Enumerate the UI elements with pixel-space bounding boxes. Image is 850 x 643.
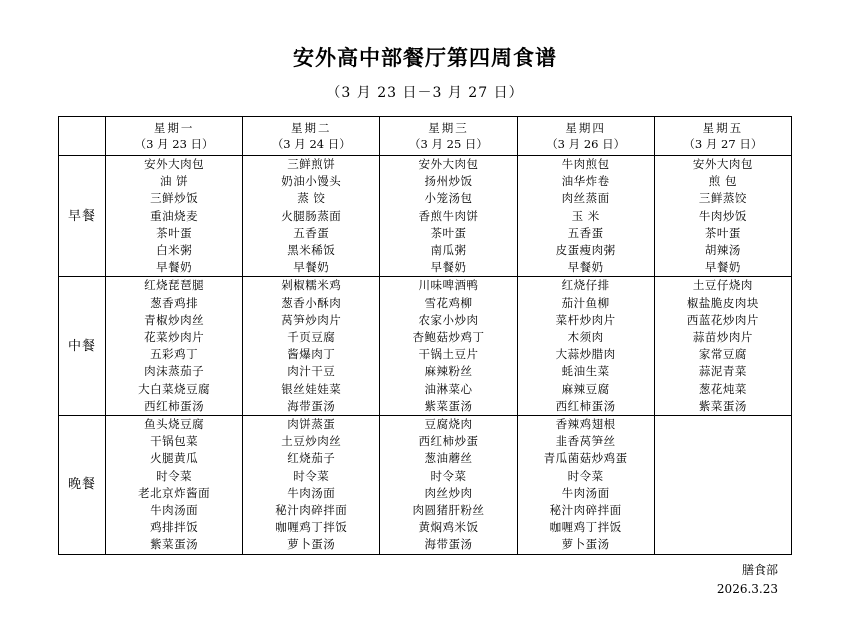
dish-item: 油华炸卷 bbox=[561, 174, 610, 189]
day-date: （3 月 23 日） bbox=[134, 137, 214, 151]
meal-row-breakfast bbox=[59, 156, 792, 277]
footer-department: 膳食部 bbox=[741, 562, 778, 577]
menu-cell-breakfast-tuesday bbox=[243, 156, 380, 277]
dish-item: 肉丝蒸面 bbox=[561, 191, 610, 206]
dish-item: 紫菜蛋汤 bbox=[698, 398, 747, 413]
day-name: 星期三 bbox=[428, 121, 469, 135]
dish-item: 黑米稀饭 bbox=[287, 243, 336, 258]
dish-item: 家常豆腐 bbox=[698, 347, 747, 362]
dish-item: 油 饼 bbox=[160, 174, 189, 189]
dish-item: 木须肉 bbox=[567, 330, 604, 345]
dish-item: 韭香莴笋丝 bbox=[555, 434, 616, 449]
menu-cell-dinner-wednesday bbox=[380, 416, 517, 555]
dish-item: 黄焖鸡米饭 bbox=[418, 520, 479, 535]
menu-cell-breakfast-thursday bbox=[517, 156, 654, 277]
dish-item: 奶油小馒头 bbox=[281, 174, 342, 189]
day-header-friday bbox=[654, 117, 791, 156]
page-title: 安外高中部餐厅第四周食谱 bbox=[293, 45, 557, 70]
dish-item: 海带蛋汤 bbox=[424, 537, 473, 552]
dish-item: 五香蛋 bbox=[293, 225, 330, 240]
dish-item: 葱香鸡排 bbox=[150, 295, 199, 310]
menu-cell-breakfast-wednesday bbox=[380, 156, 517, 277]
meal-label-dinner bbox=[59, 416, 106, 555]
dish-item: 时令菜 bbox=[567, 468, 604, 483]
menu-cell-lunch-wednesday bbox=[380, 277, 517, 416]
dish-item: 萝卜蛋汤 bbox=[561, 537, 610, 552]
document-page bbox=[0, 42, 850, 643]
menu-table bbox=[58, 116, 792, 555]
dish-item: 煎 包 bbox=[708, 174, 737, 189]
day-name: 星期五 bbox=[702, 121, 744, 135]
dish-item: 三鲜炒饭 bbox=[150, 191, 199, 206]
dish-item: 牛肉汤面 bbox=[561, 485, 610, 500]
menu-cell-dinner-thursday bbox=[517, 416, 654, 555]
dish-item: 干锅土豆片 bbox=[418, 347, 479, 362]
dish-item: 土豆炒肉丝 bbox=[281, 434, 342, 449]
dish-item: 肉丝炒肉 bbox=[424, 485, 473, 500]
dish-item: 青瓜菌菇炒鸡蛋 bbox=[543, 451, 628, 466]
dish-item: 葱香小酥肉 bbox=[281, 295, 342, 310]
dish-item: 茶叶蛋 bbox=[156, 225, 193, 240]
dish-item: 杏鲍菇炒鸡丁 bbox=[412, 330, 485, 345]
dish-item: 紫菜蛋汤 bbox=[424, 398, 473, 413]
dish-item: 紫菜蛋汤 bbox=[150, 537, 199, 552]
meal-row-dinner bbox=[59, 416, 792, 555]
menu-cell-lunch-friday bbox=[654, 277, 791, 416]
dish-item: 麻辣豆腐 bbox=[561, 381, 610, 396]
dish-item: 干锅包菜 bbox=[150, 434, 199, 449]
dish-item: 南瓜粥 bbox=[430, 243, 467, 258]
dish-item: 扬州炒饭 bbox=[424, 174, 473, 189]
dish-item: 安外大肉包 bbox=[144, 157, 205, 171]
day-date: （3 月 25 日） bbox=[409, 137, 488, 151]
day-date: （3 月 26 日） bbox=[546, 137, 626, 151]
dish-item: 蒸 饺 bbox=[297, 191, 326, 206]
dish-item: 蒜泥青菜 bbox=[698, 364, 747, 379]
dish-item: 早餐奶 bbox=[293, 260, 330, 275]
dish-item: 早餐奶 bbox=[156, 260, 193, 275]
dish-item: 鸡排拌饭 bbox=[150, 520, 199, 535]
dish-item: 银丝娃娃菜 bbox=[281, 381, 342, 396]
dish-item: 五香蛋 bbox=[567, 225, 604, 240]
day-date: （3 月 24 日） bbox=[271, 137, 351, 151]
dish-item: 剁椒糯米鸡 bbox=[281, 278, 342, 293]
meal-row-lunch bbox=[59, 277, 792, 416]
menu-cell-dinner-tuesday bbox=[243, 416, 380, 555]
dish-item: 早餐奶 bbox=[704, 260, 741, 275]
dish-item: 早餐奶 bbox=[430, 260, 467, 275]
dish-item: 大蒜炒腊肉 bbox=[555, 347, 616, 362]
table-header-row bbox=[59, 117, 792, 156]
dish-item: 小笼汤包 bbox=[424, 191, 473, 206]
dish-item: 川味啤酒鸭 bbox=[418, 278, 479, 293]
dish-item: 茄汁鱼柳 bbox=[561, 295, 610, 310]
dish-item: 花菜炒肉片 bbox=[144, 330, 205, 345]
dish-item: 肉沫蒸茄子 bbox=[144, 364, 205, 379]
dish-item: 西红柿蛋汤 bbox=[555, 398, 616, 413]
dish-item: 茶叶蛋 bbox=[430, 225, 467, 240]
dish-item: 老北京炸酱面 bbox=[138, 485, 211, 500]
dish-item: 西红柿炒蛋 bbox=[418, 434, 479, 449]
menu-cell-dinner-monday bbox=[106, 416, 243, 555]
dish-item: 萝卜蛋汤 bbox=[287, 537, 336, 552]
dish-item: 三鲜蒸饺 bbox=[698, 191, 747, 206]
dish-item: 莴笋炒肉片 bbox=[281, 312, 342, 327]
dish-item: 西蓝花炒肉片 bbox=[686, 312, 759, 327]
menu-cell-breakfast-monday bbox=[106, 156, 243, 277]
menu-cell-lunch-tuesday bbox=[243, 277, 380, 416]
dish-item: 重油烧麦 bbox=[150, 208, 199, 223]
dish-item: 葱花炖菜 bbox=[698, 381, 747, 396]
dish-item: 牛肉汤面 bbox=[150, 503, 199, 518]
dish-item: 红烧茄子 bbox=[287, 451, 336, 466]
dish-item: 白米粥 bbox=[156, 243, 193, 258]
dish-item: 时令菜 bbox=[293, 468, 330, 483]
dish-item: 千页豆腐 bbox=[287, 330, 336, 345]
dish-item: 时令菜 bbox=[430, 468, 467, 483]
meal-label-breakfast bbox=[59, 156, 106, 277]
day-date: （3 月 27 日） bbox=[683, 137, 763, 151]
dish-item: 农家小炒肉 bbox=[418, 312, 479, 327]
meal-label-char: 晚餐 bbox=[67, 477, 96, 493]
dish-item: 茶叶蛋 bbox=[704, 225, 741, 240]
dish-item: 秘汁肉碎拌面 bbox=[275, 503, 348, 518]
dish-item: 豆腐烧肉 bbox=[424, 417, 473, 432]
dish-item: 菜杆炒肉片 bbox=[555, 312, 616, 327]
day-name: 星期一 bbox=[153, 121, 195, 135]
dish-item: 肉汁干豆 bbox=[287, 364, 336, 379]
dish-item: 咖喱鸡丁拌饭 bbox=[549, 520, 622, 535]
page-subtitle: （3 月 23 日－3 月 27 日） bbox=[326, 85, 524, 101]
menu-cell-dinner-friday bbox=[654, 416, 791, 555]
meal-label-char: 中餐 bbox=[67, 338, 96, 354]
dish-item: 火腿肠蒸面 bbox=[281, 208, 342, 223]
dish-item: 肉圆猪肝粉丝 bbox=[412, 503, 485, 518]
dish-item: 油淋菜心 bbox=[424, 381, 473, 396]
dish-item: 海带蛋汤 bbox=[287, 398, 336, 413]
menu-cell-lunch-thursday bbox=[517, 277, 654, 416]
day-header-wednesday bbox=[380, 117, 517, 156]
dish-item: 红烧仔排 bbox=[561, 278, 610, 293]
dish-item: 蒜苗炒肉片 bbox=[692, 330, 753, 345]
meal-label-lunch bbox=[59, 277, 106, 416]
dish-item: 红烧琵琶腿 bbox=[144, 278, 205, 293]
meal-label-char: 早餐 bbox=[67, 208, 96, 224]
day-header-tuesday bbox=[243, 117, 380, 156]
dish-item: 火腿黄瓜 bbox=[150, 451, 199, 466]
dish-item: 土豆仔烧肉 bbox=[692, 278, 753, 293]
footer-date: 2026.3.23 bbox=[716, 581, 778, 596]
day-name: 星期二 bbox=[291, 121, 332, 135]
dish-item: 咖喱鸡丁拌饭 bbox=[275, 520, 348, 535]
dish-item: 酱爆肉丁 bbox=[287, 347, 336, 362]
day-name: 星期四 bbox=[565, 121, 606, 135]
dish-item: 香辣鸡翅根 bbox=[555, 417, 616, 432]
menu-cell-lunch-monday bbox=[106, 277, 243, 416]
dish-item: 麻辣粉丝 bbox=[424, 364, 473, 379]
dish-item: 胡辣汤 bbox=[704, 243, 741, 258]
dish-item: 玉 米 bbox=[571, 208, 600, 223]
dish-item: 椒盐脆皮肉块 bbox=[686, 295, 759, 310]
table-corner-cell bbox=[59, 117, 106, 156]
dish-item: 肉饼蒸蛋 bbox=[287, 417, 336, 432]
dish-item: 早餐奶 bbox=[567, 260, 604, 275]
day-header-thursday bbox=[517, 117, 654, 156]
dish-item: 牛肉汤面 bbox=[287, 485, 336, 500]
dish-item: 葱油蘑丝 bbox=[424, 451, 473, 466]
dish-item: 安外大肉包 bbox=[418, 157, 479, 171]
dish-item: 蚝油生菜 bbox=[561, 364, 610, 379]
dish-item: 青椒炒肉丝 bbox=[144, 312, 205, 327]
dish-item: 时令菜 bbox=[156, 468, 193, 483]
dish-item: 三鲜煎饼 bbox=[287, 157, 336, 171]
dish-item: 安外大肉包 bbox=[692, 157, 753, 171]
dish-item: 秘汁肉碎拌面 bbox=[549, 503, 622, 518]
menu-cell-breakfast-friday bbox=[654, 156, 791, 277]
day-header-monday bbox=[106, 117, 243, 156]
dish-item: 大白菜烧豆腐 bbox=[138, 381, 211, 396]
footer bbox=[58, 561, 792, 599]
dish-item: 皮蛋瘦肉粥 bbox=[555, 243, 616, 258]
dish-item: 五彩鸡丁 bbox=[150, 347, 199, 362]
dish-item: 鱼头烧豆腐 bbox=[144, 417, 205, 432]
dish-item: 牛肉煎包 bbox=[561, 157, 610, 171]
dish-item: 牛肉炒饭 bbox=[698, 208, 747, 223]
dish-item: 雪花鸡柳 bbox=[424, 295, 473, 310]
dish-item: 西红柿蛋汤 bbox=[144, 398, 205, 413]
dish-item: 香煎牛肉饼 bbox=[418, 208, 479, 223]
